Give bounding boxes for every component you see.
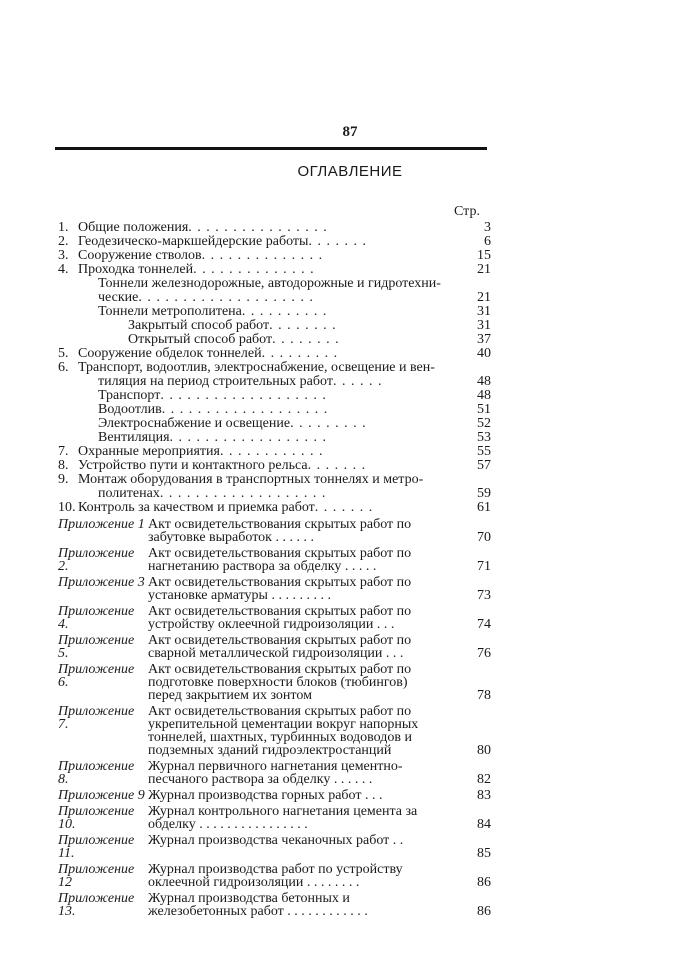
appendix-row [58,863,491,889]
toc-number: 2. [58,234,69,249]
toc-title: Вентиляция [98,430,170,445]
appendix-text: Акт освидетельствования скрытых работ по установке арматуры . . . . . . . . . [148,575,412,603]
toc-row [58,291,491,305]
toc-row [58,305,491,319]
toc-title: Геодезическо-маркшейдерские работы [78,234,309,249]
appendix-row [58,663,491,702]
toc-page: 48 [477,388,491,403]
toc-page: 6 [484,234,491,249]
appendix-label: Приложение 10. [58,804,135,832]
appendix-text: Акт освидетельствования скрытых работ по укрепительной цементации вокруг напорных тоннелей, шахтных, турбинных водоводов и подземных зданий гидроэлектростанций [148,704,419,758]
toc-title: Контроль за качеством и приемка работ [78,500,315,515]
appendix-text: Журнал производства горных работ . . . [148,788,383,803]
toc-row [58,333,491,347]
appendix-row [58,576,491,602]
appendix-text: Акт освидетельствования скрытых работ по забутовке выработок . . . . . . [148,517,412,545]
toc-leader: . . . . . . . . . . . . . . . . [188,220,328,235]
toc-page: 21 [477,262,491,277]
toc-row [58,277,491,291]
toc-number [58,277,78,291]
top-rule [55,147,487,150]
toc-leader: . . . . . . . . . . . . [219,444,324,459]
appendix-page: 85 [477,846,491,861]
toc-title: тиляция на период строительных работ [98,374,333,389]
appendix-text: Акт освидетельствования скрытых работ по нагнетанию раствора за обделку . . . . . [148,546,412,574]
toc-number [58,431,78,445]
appendix-text: Акт освидетельствования скрытых работ по устройству оклеечной гидроизоляции . . . [148,604,412,632]
toc-title: Общие положения [78,220,189,235]
toc-number: 6. [58,360,69,375]
toc-page: 31 [477,318,491,333]
toc-number [58,319,78,333]
toc-leader: . . . . . . . [314,500,374,515]
toc-page: 59 [477,486,491,501]
appendix-page: 86 [477,875,491,890]
toc-number [58,333,78,347]
toc-leader: . . . . . . . . . [290,416,367,431]
toc-title: Водоотлив [98,402,162,417]
appendix-row [58,547,491,573]
toc-title: Закрытый способ работ [128,318,270,333]
appendix-label: Приложение 8. [58,759,135,787]
toc-page: 48 [477,374,491,389]
appendix-text: Акт освидетельствования скрытых работ по подготовке поверхности блоков (тюбингов) перед закрытием их зонтом [148,662,412,703]
toc-row [58,249,491,263]
toc-title: Монтаж оборудования в транспортных тоннелях и метро- [78,472,424,487]
toc-title: Открытый способ работ [128,332,273,347]
appendix-row [58,805,491,831]
toc-row [58,221,491,235]
appendix-page: 70 [477,530,491,545]
toc-number: 5. [58,346,69,361]
toc-number: 8. [58,458,69,473]
toc-number: 3. [58,248,69,263]
toc-page: 31 [477,304,491,319]
toc-page: 57 [477,458,491,473]
toc-number [58,375,78,389]
appendix-text: Журнал производства бетонных и железобетонных работ . . . . . . . . . . . . [148,891,368,919]
toc-title: Охранные мероприятия [78,444,220,459]
appendix-label: Приложение 1 [58,517,145,532]
toc-title: Устройство пути и контактного рельса [78,458,308,473]
toc-number [58,403,78,417]
table-of-contents [58,221,491,918]
toc-row [58,459,491,473]
toc-page: 37 [477,332,491,347]
toc-number: 10. [58,500,76,515]
toc-number: 4. [58,262,69,277]
page-title: ОГЛАВЛЕНИЕ [297,163,403,180]
appendix-page: 80 [477,743,491,758]
toc-page: 52 [477,416,491,431]
toc-leader: . . . . . . . . . . . . . . . . . . . [159,486,327,501]
page-column-label: Стр. [454,204,480,219]
appendix-page: 78 [477,688,491,703]
toc-leader: . . . . . . [332,374,383,389]
toc-leader: . . . . . . . . . . . . . . [193,262,315,277]
appendix-page: 76 [477,646,491,661]
toc-page: 55 [477,444,491,459]
toc-page: 53 [477,430,491,445]
appendix-label: Приложение 13. [58,891,135,919]
toc-leader: . . . . . . . . [269,318,337,333]
toc-leader: . . . . . . . . . . . . . . . . . . [169,430,328,445]
toc-row [58,389,491,403]
appendix-text: Журнал контрольного нагнетания цемента за обделку . . . . . . . . . . . . . . . . [148,804,418,832]
toc-row [58,403,491,417]
toc-title: Сооружение стволов [78,248,202,263]
toc-title: Транспорт, водоотлив, электроснабжение, освещение и вен- [78,360,435,375]
toc-title: Электроснабжение и освещение [98,416,291,431]
appendix-text: Журнал производства работ по устройству оклеечной гидроизоляции . . . . . . . . [148,862,403,890]
appendix-label: Приложение 5. [58,633,135,661]
appendix-page: 86 [477,904,491,919]
toc-row [58,235,491,249]
toc-leader: . . . . . . . . . . [241,304,328,319]
appendix-label: Приложение 6. [58,662,135,690]
toc-number [58,389,78,403]
toc-leader: . . . . . . . . . . . . . . . . . . . . [138,290,314,305]
toc-row [58,445,491,459]
appendix-label: Приложение 3 [58,575,145,590]
appendix-page: 84 [477,817,491,832]
appendix-label: Приложение 9 [58,788,145,803]
toc-number [58,291,78,305]
toc-row [58,347,491,361]
toc-leader: . . . . . . . . . . . . . . . . . . . [161,402,329,417]
toc-leader: . . . . . . . [308,234,367,249]
toc-page: 3 [484,220,491,235]
toc-page: 15 [477,248,491,263]
toc-title: политенах [98,486,160,501]
appendix-page: 71 [477,559,491,574]
appendix-page: 73 [477,588,491,603]
toc-page: 40 [477,346,491,361]
toc-number [58,487,78,501]
appendix-row [58,518,491,544]
appendix-page: 83 [477,788,491,803]
toc-number: 7. [58,444,69,459]
appendix-label: Приложение 11. [58,833,135,861]
appendix-label: Приложение 7. [58,704,135,732]
toc-row [58,501,491,515]
appendix-row [58,892,491,918]
appendix-list [58,518,491,918]
toc-leader: . . . . . . . . . . . . . . . . . . . [160,388,327,403]
toc-number [58,417,78,431]
toc-row [58,361,491,375]
toc-page: 21 [477,290,491,305]
appendix-text: Журнал первичного нагнетания цементно-песчаного раствора за обделку . . . . . . [148,759,403,787]
toc-title: Тоннели железнодорожные, автодорожные и гидротехни- [98,276,441,291]
toc-row [58,375,491,389]
toc-number [58,305,78,319]
appendix-row [58,634,491,660]
page-number: 87 [342,124,358,140]
appendix-label: Приложение 2. [58,546,135,574]
toc-leader: . . . . . . . . . . . . . . [201,248,324,263]
appendix-row [58,605,491,631]
toc-page: 51 [477,402,491,417]
appendix-page: 74 [477,617,491,632]
toc-number: 9. [58,472,69,487]
toc-leader: . . . . . . . . . [261,346,339,361]
toc-title: ческие [98,290,139,305]
toc-leader: . . . . . . . [307,458,367,473]
toc-row [58,473,491,487]
toc-title: Тоннели метрополитена [98,304,242,319]
appendix-text: Журнал производства чеканочных работ . . [148,833,404,848]
appendix-label: Приложение 12 [58,862,135,890]
appendix-row [58,834,491,860]
toc-row [58,431,491,445]
appendix-label: Приложение 4. [58,604,135,632]
toc-row [58,263,491,277]
toc-row [58,487,491,501]
appendix-row [58,789,491,802]
toc-title: Проходка тоннелей [78,262,194,277]
toc-title: Транспорт [98,388,161,403]
appendix-row [58,760,491,786]
appendix-row [58,705,491,757]
toc-title: Сооружение обделок тоннелей [78,346,262,361]
appendix-text: Акт освидетельствования скрытых работ по сварной металлической гидроизоляции . . . [148,633,412,661]
toc-page: 61 [477,500,491,515]
section-list [58,221,491,515]
toc-row [58,417,491,431]
toc-number: 1. [58,220,69,235]
toc-row [58,319,491,333]
appendix-page: 82 [477,772,491,787]
toc-leader: . . . . . . . . [272,332,340,347]
